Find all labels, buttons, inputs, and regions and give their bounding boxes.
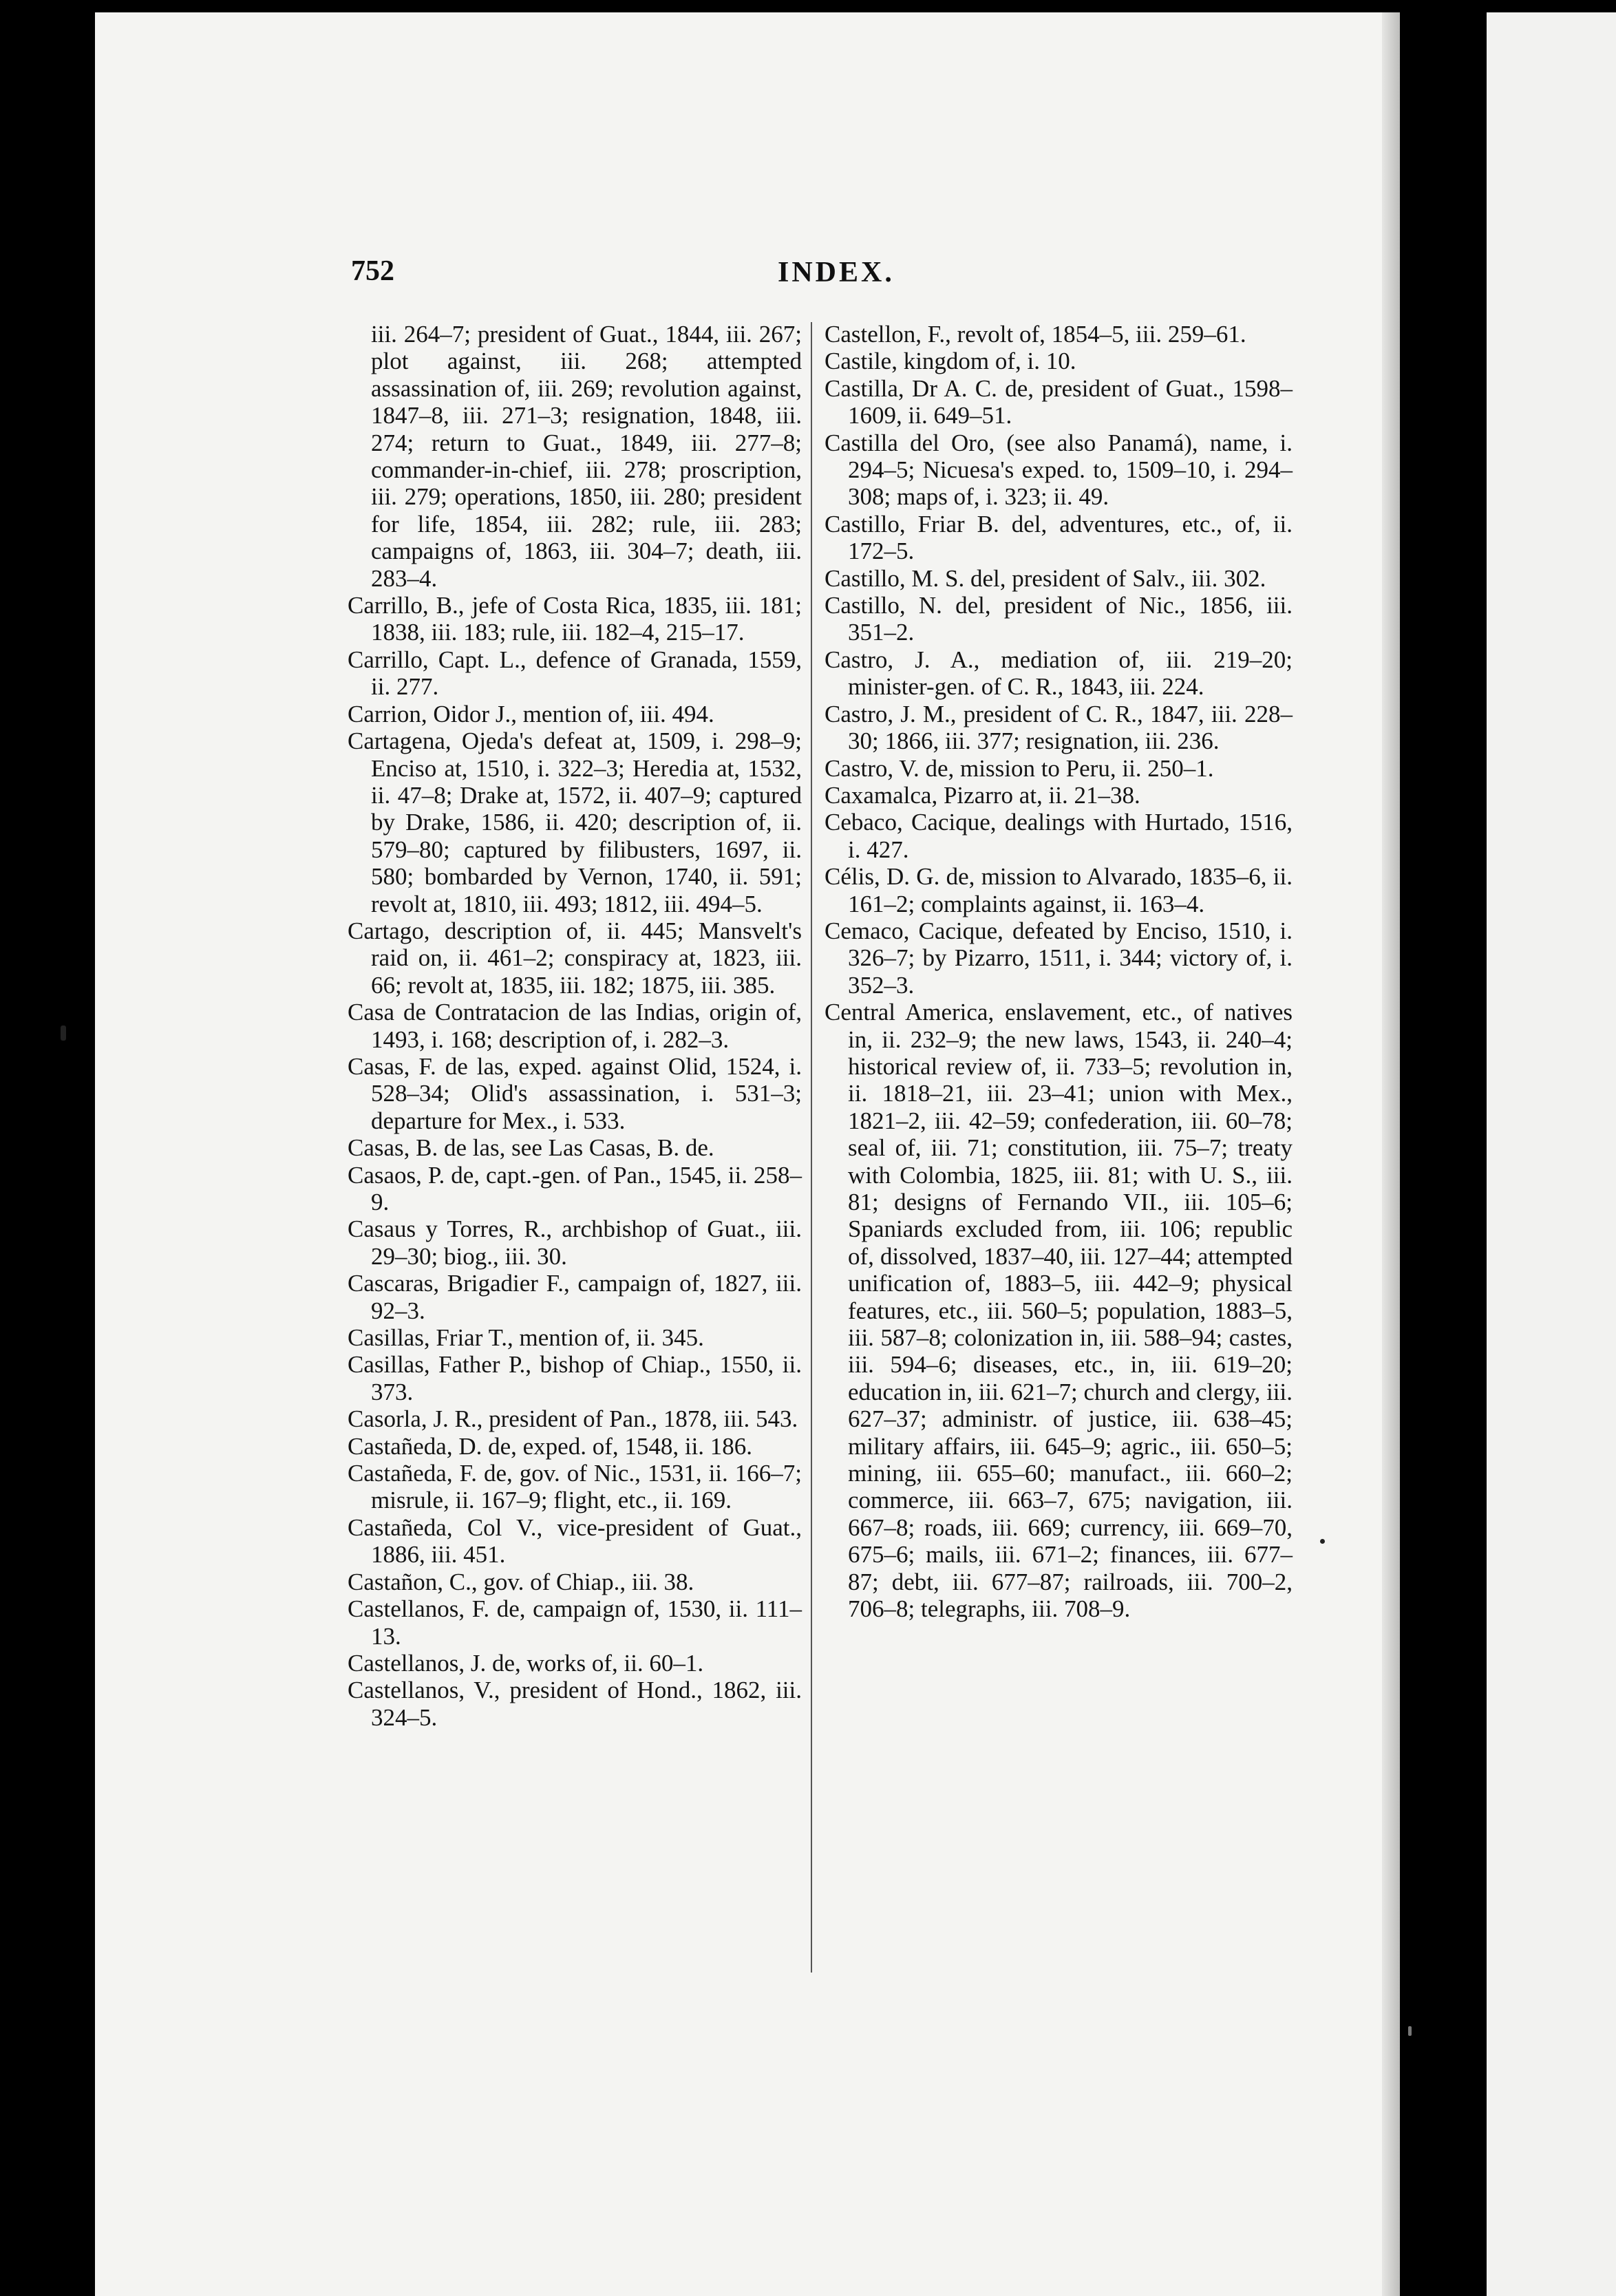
index-entry: Central America, enslavement, etc., of natives in, ii. 232–9; the new laws, 1543, ii. 240–4; historical review of, ii. 733–5; revolution in, ii. 1818–21, iii. 23–41; union with Mex., 1821–2, iii. 42–59; confederation, iii. 60–78; seal of, iii. 71; constitution, iii. 75–7; treaty with Colombia, 1825, iii. 81; with U. S., iii. 81; designs of Fernando VII., iii. 105–6; Spaniards excluded from, iii. 106; republic of, dissolved, 1837–40, iii. 127–44; attempted unification of, 1883–5, iii. 442–9; physical features, etc., iii. 560–5; population, 1883–5, iii. 587–8; colonization in, iii. 588–94; castes, iii. 594–6; diseases, etc., in, iii. 619–20; education in, iii. 621–7; church and clergy, iii. 627–37; administr. of justice, iii. 638–45; military affairs, iii. 645–9; agric., iii. 650–5; mining, iii. 655–60; manufact., iii. 660–2; commerce, iii. 663–7, 675; navigation, iii. 667–8; roads, iii. 669; currency, iii. 669–70, 675–6; mails, iii. 671–2; finances, iii. 677–87; debt, iii. 677–87; railroads, iii. 700–2, 706–8; telegraphs, iii. 708–9. [825,999,1293,1623]
page-header [351,255,1315,296]
scan-speck [1408,2026,1412,2036]
column-divider [811,322,812,1973]
index-entry: Castro, J. A., mediation of, iii. 219–20; minister-gen. of C. R., 1843, iii. 224. [825,646,1293,701]
index-entry: Carrion, Oidor J., mention of, iii. 494. [348,700,714,727]
index-entry: Célis, D. G. de, mission to Alvarado, 1835–6, ii. 161–2; complaints against, ii. 163–4. [825,863,1293,917]
index-entry: Castillo, N. del, president of Nic., 1856, iii. 351–2. [825,592,1293,646]
index-entry: Castañeda, Col V., vice-president of Guat., 1886, iii. 451. [348,1513,802,1569]
index-entry: Castilla, Dr A. C. de, president of Guat., 1598–1609, ii. 649–51. [825,374,1293,429]
scan-speck [61,1025,66,1041]
index-entry: Casaus y Torres, R., archbishop of Guat., iii. 29–30; biog., iii. 30. [348,1215,802,1270]
index-entry: Caxamalca, Pizarro at, ii. 21–38. [825,781,1140,809]
index-entry: Castañon, C., gov. of Chiap., iii. 38. [348,1568,694,1595]
page-number: 752 [351,255,394,287]
index-entry: Cartago, description of, ii. 445; Mansvelt's raid on, ii. 461–2; conspiracy at, 1823, iii. 66; revolt at, 1835, iii. 182; 1875, iii. 385. [348,917,802,999]
index-entry: Cebaco, Cacique, dealings with Hurtado, 1516, i. 427. [825,809,1293,863]
index-entry: Castañeda, D. de, exped. of, 1548, ii. 186. [348,1432,753,1460]
facing-page-edge [1487,12,1616,2296]
left-index-column [348,321,802,1731]
index-entry: Castro, V. de, mission to Peru, ii. 250–1. [825,754,1214,782]
index-entry: Castillo, M. S. del, president of Salv., iii. 302. [825,564,1266,592]
index-entry: Castañeda, F. de, gov. of Nic., 1531, ii. 166–7; misrule, ii. 167–9; flight, etc., ii. 169. [348,1460,802,1514]
index-entry: Cemaco, Cacique, defeated by Enciso, 1510, i. 326–7; by Pizarro, 1511, i. 344; victory of, i. 352–3. [825,917,1293,999]
running-head: INDEX. [778,257,895,288]
scan-speck [1320,1539,1325,1544]
index-entry: Castellon, F., revolt of, 1854–5, iii. 259–61. [825,321,1246,348]
index-entry: Castillo, Friar B. del, adventures, etc., of, ii. 172–5. [825,510,1293,565]
page-edge-shadow [1382,12,1400,2296]
index-entry: Casa de Contratacion de las Indias, origin of, 1493, i. 168; description of, i. 282–3. [348,999,802,1053]
index-entry: Casaos, P. de, capt.-gen. of Pan., 1545, ii. 258–9. [348,1161,802,1215]
book-gutter [1400,0,1487,2296]
index-entry: Cascaras, Brigadier F., campaign of, 1827, iii. 92–3. [348,1270,802,1324]
index-entry: Cartagena, Ojeda's defeat at, 1509, i. 298–9; Enciso at, 1510, i. 322–3; Heredia at, 1532, ii. 47–8; Drake at, 1572, ii. 407–9; captured by Drake, 1586, ii. 420; description of, ii. 579–80; captured by filibusters, 1697, ii. 580; bombarded by Vernon, 1740, ii. 591; revolt at, 1810, iii. 493; 1812, iii. 494–5. [348,727,802,917]
index-entry: Casorla, J. R., president of Pan., 1878, iii. 543. [348,1405,798,1433]
index-entry: iii. 264–7; president of Guat., 1844, iii. 267; plot against, iii. 268; attempted assassination of, iii. 269; revolution against, 1847–8, iii. 271–3; resignation, 1848, iii. 274; return to Guat., 1849, iii. 277–8; commander-in-chief, iii. 278; proscription, iii. 279; operations, 1850, iii. 280; president for life, 1854, iii. 282; rule, iii. 283; campaigns of, 1863, iii. 304–7; death, iii. 283–4. [371,321,802,592]
index-entry: Casas, F. de las, exped. against Olid, 1524, i. 528–34; Olid's assassination, i. 531–3; departure for Mex., i. 533. [348,1052,802,1134]
right-index-column [825,321,1293,1623]
index-entry: Castilla del Oro, (see also Panamá), name, i. 294–5; Nicuesa's exped. to, 1509–10, i. 294–308; maps of, i. 323; ii. 49. [825,429,1293,511]
index-entry: Casas, B. de las, see Las Casas, B. de. [348,1134,714,1162]
index-entry: Castellanos, V., president of Hond., 1862, iii. 324–5. [348,1677,802,1731]
index-entry: Castile, kingdom of, i. 10. [825,348,1076,375]
index-entry: Castro, J. M., president of C. R., 1847, iii. 228–30; 1866, iii. 377; resignation, iii. 236. [825,700,1293,755]
index-entry: Carrillo, Capt. L., defence of Granada, 1559, ii. 277. [348,646,802,701]
index-entry: Carrillo, B., jefe of Costa Rica, 1835, iii. 181; 1838, iii. 183; rule, iii. 182–4, 215–17. [348,592,802,646]
index-entry: Castellanos, F. de, campaign of, 1530, ii. 111–13. [348,1595,802,1650]
index-entry: Castellanos, J. de, works of, ii. 60–1. [348,1649,704,1677]
index-entry: Casillas, Friar T., mention of, ii. 345. [348,1324,704,1352]
index-entry: Casillas, Father P., bishop of Chiap., 1550, ii. 373. [348,1351,802,1405]
